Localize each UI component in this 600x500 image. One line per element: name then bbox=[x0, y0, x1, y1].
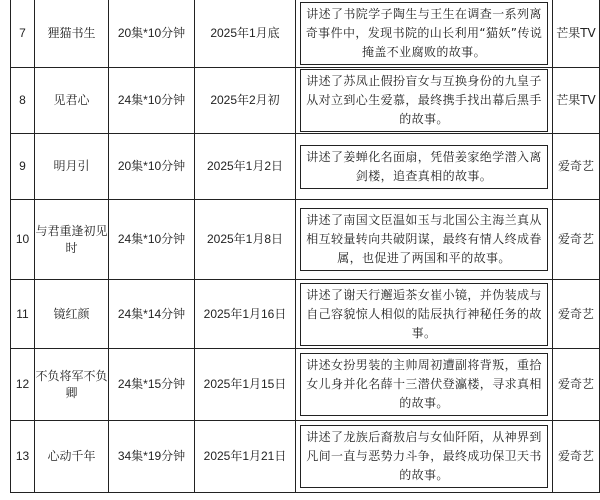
plot-summary: 讲述了谢天行邂逅茶女崔小镜，并伪装成与自己容貌惊人相似的陆辰执行神秘任务的故事。 bbox=[300, 283, 548, 346]
row-number: 10 bbox=[11, 200, 35, 280]
plot-summary: 讲述了书院学子陶生与王生在调查一系列离奇事件中，发现书院的山长利用“猫妖”传说掩盖不业腐败的故事。 bbox=[300, 2, 548, 65]
episode-count: 20集*10分钟 bbox=[109, 134, 195, 200]
platform: 爱奇艺 bbox=[553, 134, 600, 200]
plot-summary: 讲述了苏凤止假扮盲女与互换身份的九皇子从对立到心生爱慕，最终携手找出幕后黑手的故事。 bbox=[300, 69, 548, 132]
plot-summary: 讲述了南国文臣温如玉与北国公主海兰真从相互较量转向共破阴谋，最终有情人终成眷属，也促进了两国和平的故事。 bbox=[300, 208, 548, 271]
plot-summary: 讲述了姜蝉化名面扇，凭借姜家绝学潜入离剑楼，追查真相的故事。 bbox=[300, 145, 548, 189]
release-date: 2025年1月15日 bbox=[195, 349, 296, 421]
row-number: 8 bbox=[11, 68, 35, 134]
release-date: 2025年2月初 bbox=[195, 68, 296, 134]
table-row bbox=[11, 349, 600, 421]
platform: 爱奇艺 bbox=[553, 200, 600, 280]
platform: 爱奇艺 bbox=[553, 280, 600, 349]
episode-count: 24集*15分钟 bbox=[109, 349, 195, 421]
drama-title: 明月引 bbox=[35, 134, 109, 200]
release-date: 2025年1月8日 bbox=[195, 200, 296, 280]
row-number: 11 bbox=[11, 280, 35, 349]
row-number: 9 bbox=[11, 134, 35, 200]
release-date: 2025年1月21日 bbox=[195, 421, 296, 493]
drama-title: 狸猫书生 bbox=[35, 0, 109, 68]
drama-title: 镜红颜 bbox=[35, 280, 109, 349]
platform: 爱奇艺 bbox=[553, 349, 600, 421]
release-date: 2025年1月底 bbox=[195, 0, 296, 68]
drama-title: 不负将军不负卿 bbox=[35, 349, 109, 421]
plot-summary-cell bbox=[296, 200, 553, 280]
platform: 芒果TV bbox=[553, 68, 600, 134]
platform: 爱奇艺 bbox=[553, 421, 600, 493]
release-date: 2025年1月16日 bbox=[195, 280, 296, 349]
episode-count: 20集*10分钟 bbox=[109, 0, 195, 68]
drama-title: 心动千年 bbox=[35, 421, 109, 493]
plot-summary: 讲述女扮男装的主帅周初遭副将背叛，重拾女儿身并化名薛十三潜伏登瀛楼，寻求真相的故事。 bbox=[300, 353, 548, 416]
plot-summary-cell bbox=[296, 0, 553, 68]
plot-summary-cell bbox=[296, 349, 553, 421]
table-row bbox=[11, 134, 600, 200]
table-row bbox=[11, 200, 600, 280]
plot-summary-cell bbox=[296, 134, 553, 200]
row-number: 12 bbox=[11, 349, 35, 421]
plot-summary-cell bbox=[296, 280, 553, 349]
drama-table bbox=[10, 0, 600, 493]
table-row bbox=[11, 68, 600, 134]
table-row bbox=[11, 421, 600, 493]
plot-summary-cell bbox=[296, 68, 553, 134]
drama-title: 与君重逢初见时 bbox=[35, 200, 109, 280]
episode-count: 34集*19分钟 bbox=[109, 421, 195, 493]
episode-count: 24集*10分钟 bbox=[109, 68, 195, 134]
platform: 芒果TV bbox=[553, 0, 600, 68]
plot-summary: 讲述了龙族后裔敖启与女仙阡陌，从神界到凡间一直与恶势力斗争，最终成功保卫天书的故事。 bbox=[300, 425, 548, 488]
plot-summary-cell bbox=[296, 421, 553, 493]
drama-title: 见君心 bbox=[35, 68, 109, 134]
row-number: 7 bbox=[11, 0, 35, 68]
release-date: 2025年1月2日 bbox=[195, 134, 296, 200]
table-row bbox=[11, 0, 600, 68]
episode-count: 24集*14分钟 bbox=[109, 280, 195, 349]
table-row bbox=[11, 280, 600, 349]
row-number: 13 bbox=[11, 421, 35, 493]
episode-count: 24集*10分钟 bbox=[109, 200, 195, 280]
